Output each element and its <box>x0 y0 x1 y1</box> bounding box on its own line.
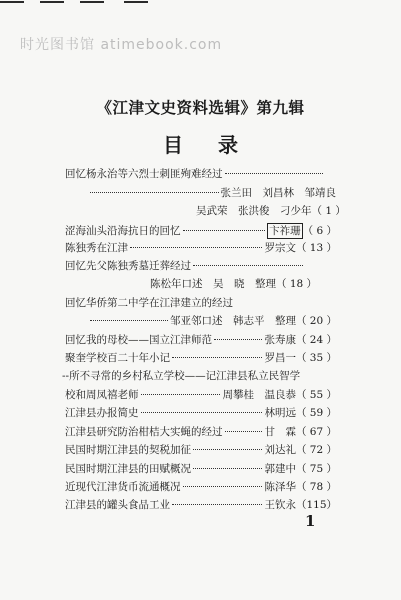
book-title: 《江津文史资料选辑》第九辑 <box>96 98 305 117</box>
toc-entry-1-authors-a: 张兰田 刘昌林 邹靖良 <box>88 186 336 200</box>
page-number: 1 <box>305 512 316 530</box>
toc-entry-2-author: 卞祚珊 <box>269 225 301 237</box>
toc-entry-6: 回忆我的母校——国立江津师范 张寿康（ 24 ） <box>65 334 337 346</box>
toc-entry-1-authors-b: 吴武荣 张洪俊 刁少年（ 1 ） <box>196 205 346 217</box>
toc-entry-2: 涩海汕头沿海抗日的回忆 卞祚珊 （ 6 ） <box>65 225 337 237</box>
toc-entry-12: 民国时期江津县的田赋概况 郭建中（ 75 ） <box>65 463 337 475</box>
toc-entry-5-title: 回忆华侨第二中学在江津建立的经过 <box>65 297 233 309</box>
toc-entry-4-title: 回忆先父陈独秀墓迁葬经过 <box>65 259 305 273</box>
toc-entry-9: 江津县办报简史 林明远（ 59 ） <box>65 407 337 419</box>
top-edge-marks <box>0 0 401 6</box>
toc-entry-2-page: （ 6 ） <box>302 225 337 237</box>
toc-entry-1-title: 回忆杨永治等六烈士刺匪殉难经过 <box>65 167 325 181</box>
toc-entry-8-sub: 校和周凤禧老师 周攀桂 温良恭（ 55 ） <box>65 389 337 401</box>
toc-entry-13: 近现代江津货币流通概况 陈泽华（ 78 ） <box>65 481 337 493</box>
toc-entry-11: 民国时期江津县的契税加征 刘达礼（ 72 ） <box>65 444 337 456</box>
toc-entry-8-title: --所不寻常的乡村私立学校——记江津县私立民智学 <box>62 370 301 382</box>
toc-entry-3: 陈独秀在江津 罗宗文（ 13 ） <box>65 242 337 254</box>
toc-entry-7: 聚奎学校百二十年小记 罗昌一（ 35 ） <box>65 352 337 364</box>
watermark: 时光图书馆 atimebook.com <box>20 37 223 53</box>
toc-entry-4-author: 陈松年口述 吴 晓 整理（ 18 ） <box>150 278 318 290</box>
toc-heading: 目 录 <box>163 133 252 157</box>
toc-entry-5-author: 邹亚邻口述 韩志平 整理（ 20 ） <box>88 314 337 328</box>
toc-entry-10: 江津县研究防治柑桔大实蝇的经过 甘 霖（ 67 ） <box>65 426 337 438</box>
toc-entry-14: 江津县的罐头食品工业 王钦永（115） <box>65 499 337 511</box>
